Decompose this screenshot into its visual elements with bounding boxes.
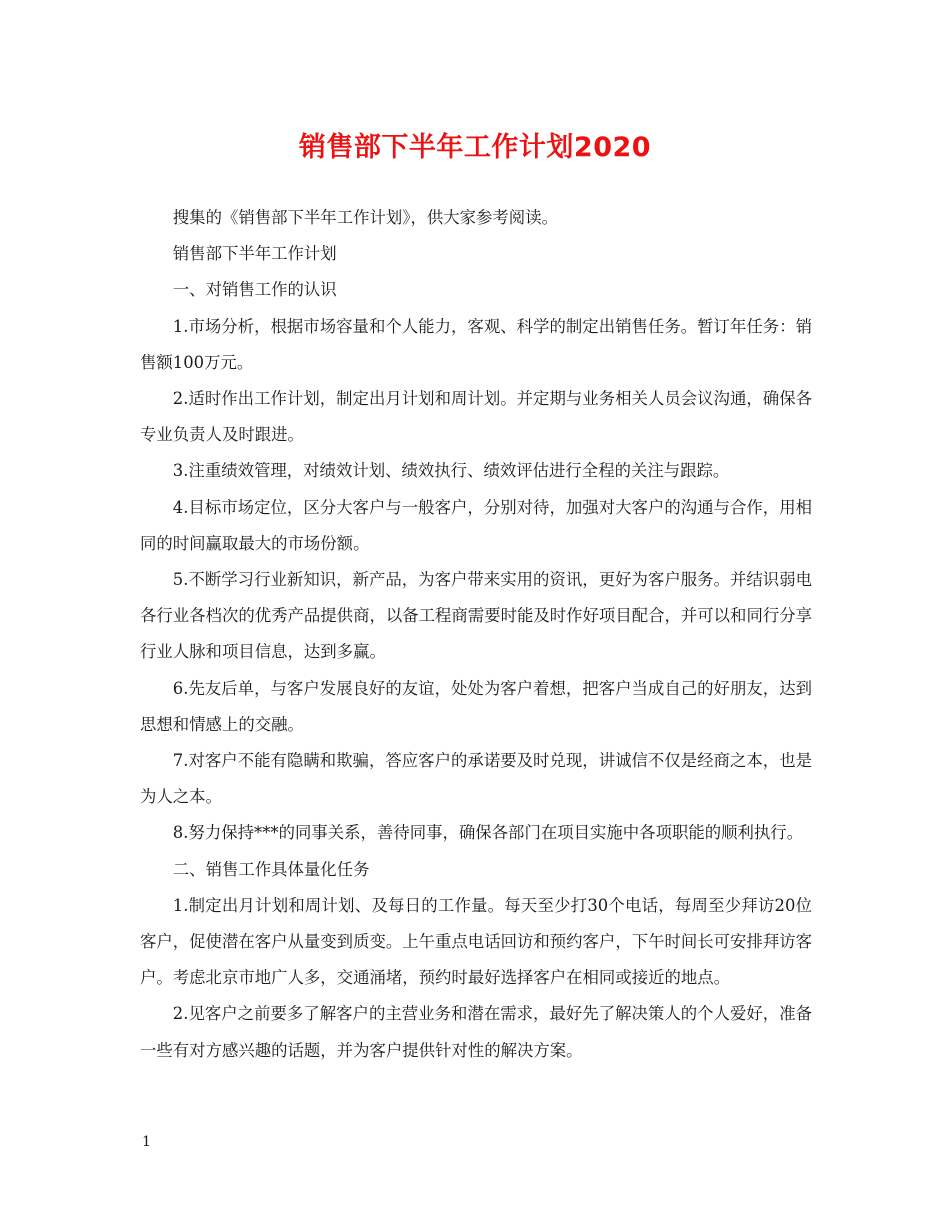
document-title: 销售部下半年工作计划2020: [298, 132, 652, 163]
paragraph-item: 3.注重绩效管理，对绩效计划、绩效执行、绩效评估进行全程的关注与跟踪。: [172, 461, 730, 481]
paragraph-item: 6.先友后单，与客户发展良好的友谊，处处为客户着想，把客户当成自己的好朋友，达到思想和情感上的交融。: [140, 678, 812, 734]
section-heading-1: 一、对销售工作的认识: [172, 280, 337, 300]
paragraph-item: 1.制定出月计划和周计划、及每日的工作量。每天至少打30个电话，每周至少拜访20位客户，促使潜在客户从量变到质变。上午重点电话回访和预约客户，下午时间长可安排拜访客户。考虑北京市地广人多，交通涌堵，预约时最好选择客户在相同或接近的地点。: [140, 895, 813, 988]
paragraph-item: 4.目标市场定位，区分大客户与一般客户，分别对待，加强对大客户的沟通与合作，用相同的时间赢取最大的市场份额。: [140, 497, 812, 553]
paragraph-item: 2.适时作出工作计划，制定出月计划和周计划。并定期与业务相关人员会议沟通，确保各专业负责人及时跟进。: [140, 389, 812, 445]
paragraph-item: 1.市场分析，根据市场容量和个人能力，客观、科学的制定出销售任务。暂订年任务：销售额100万元。: [140, 316, 812, 372]
paragraph-intro: 搜集的《销售部下半年工作计划》，供大家参考阅读。: [172, 208, 558, 227]
paragraph-item: 5.不断学习行业新知识，新产品，为客户带来实用的资讯，更好为客户服务。并结识弱电各行业各档次的优秀产品提供商，以备工程商需要时能及时作好项目配合，并可以和同行分享行业人脉和项目信息，达到多赢。: [140, 570, 813, 662]
document-body: [140, 200, 812, 1069]
paragraph-subtitle: 销售部下半年工作计划: [172, 244, 337, 264]
paragraph-item: 7.对客户不能有隐瞒和欺骗，答应客户的承诺要及时兑现，讲诚信不仅是经商之本，也是为人之本。: [140, 751, 812, 807]
section-heading-2: 二、销售工作具体量化任务: [172, 859, 370, 879]
page-number: 1: [142, 1134, 151, 1150]
paragraph-item: 8.努力保持***的同事关系，善待同事，确保各部门在项目实施中各项职能的顺利执行。: [172, 823, 804, 843]
paragraph-item: 2.见客户之前要多了解客户的主营业务和潜在需求，最好先了解决策人的个人爱好，准备一些有对方感兴趣的话题，并为客户提供针对性的解决方案。: [140, 1004, 812, 1060]
